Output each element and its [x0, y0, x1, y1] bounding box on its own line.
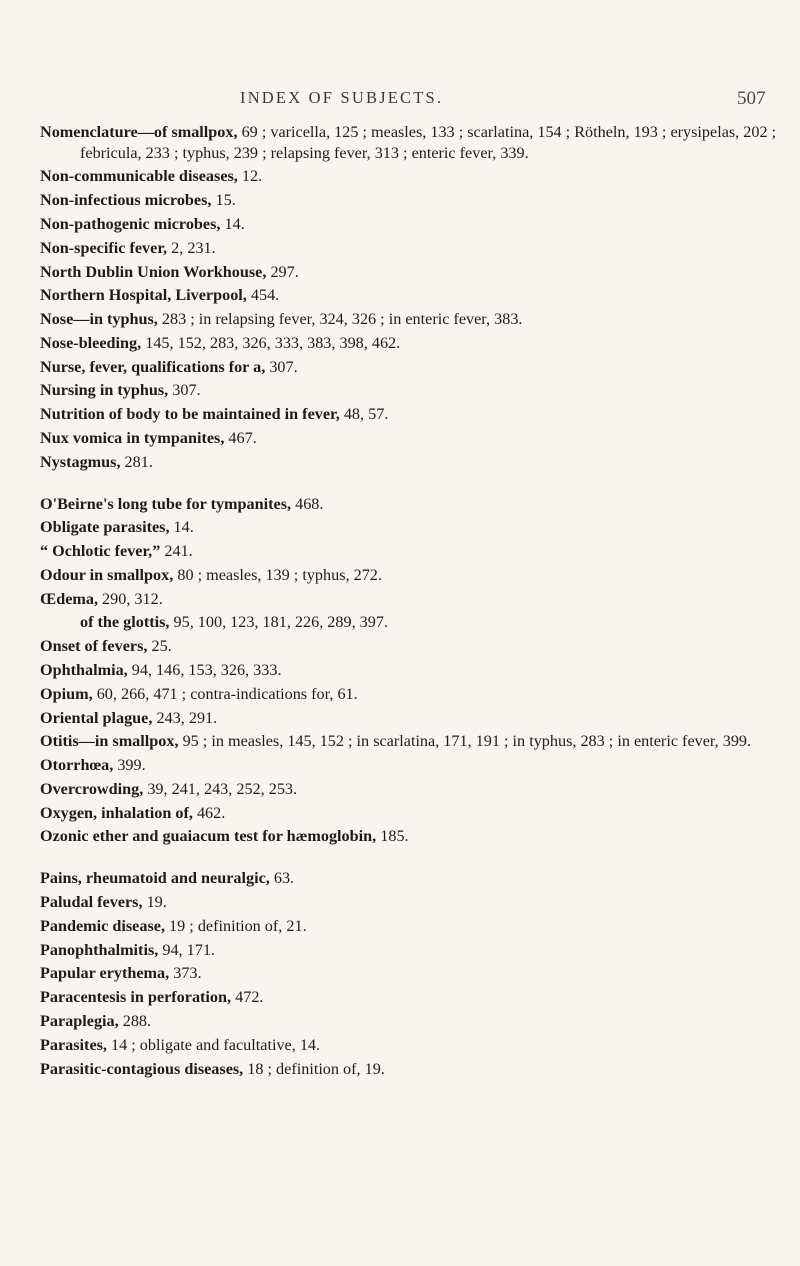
entry-references: 468.: [291, 494, 324, 513]
index-entry: [40, 708, 790, 729]
entry-references: 19.: [142, 893, 167, 912]
index-entry: [40, 380, 790, 401]
section-gap: [40, 476, 790, 494]
page-number: 507: [737, 88, 766, 109]
entry-heading: North Dublin Union Workhouse,: [40, 262, 267, 281]
entry-references: 462.: [192, 803, 226, 822]
entry-heading: Nurse, fever, qualifications for a,: [40, 357, 266, 376]
entry-heading: Nose-bleeding,: [40, 333, 142, 352]
index-entry: [40, 779, 790, 800]
running-title: INDEX OF SUBJECTS.: [240, 88, 444, 107]
index-entry: [40, 309, 790, 330]
entry-references: 241.: [160, 542, 193, 561]
entry-references: 399.: [113, 756, 146, 775]
section-gap: [40, 850, 790, 868]
entry-references: 39, 241, 243, 252, 253.: [143, 779, 298, 798]
entry-heading: Nystagmus,: [40, 452, 121, 471]
entry-heading: Onset of fevers,: [40, 637, 148, 656]
entry-references: 454.: [246, 286, 280, 305]
entry-references: 95 ; in measles, 145, 152 ; in scarlatina, 171, 191 ; in typhus, 283 ; in enteric fever, 399.: [178, 732, 752, 751]
entry-references: 95, 100, 123, 181, 226, 289, 397.: [169, 613, 388, 632]
index-entry: [40, 541, 790, 562]
entry-heading: Papular erythema,: [40, 964, 170, 983]
entry-references: 63.: [269, 869, 295, 888]
index-entry: [40, 987, 790, 1008]
index-entry: [40, 636, 790, 657]
index-entry: [40, 428, 790, 449]
running-head: [0, 88, 800, 112]
entry-references: 307.: [265, 357, 298, 376]
index-entry: [40, 285, 790, 306]
index-entry: [40, 214, 790, 235]
entry-references: 145, 152, 283, 326, 333, 383, 398, 462.: [141, 333, 401, 352]
entry-heading: Otitis—in smallpox,: [40, 732, 179, 751]
entry-references: 80 ; measles, 139 ; typhus, 272.: [173, 565, 382, 584]
entry-heading: Non-infectious microbes,: [40, 191, 212, 210]
index-entry: [40, 589, 790, 610]
entry-heading: Parasitic-contagious diseases,: [40, 1059, 244, 1078]
index-entry: [40, 684, 790, 705]
index-entry: [40, 452, 790, 473]
index-entry: [40, 262, 790, 283]
entry-references: 297.: [266, 262, 299, 281]
entry-heading: Panophthalmitis,: [40, 940, 159, 959]
index-entry: [40, 1059, 790, 1080]
entry-references: 283 ; in relapsing fever, 324, 326 ; in enteric fever, 383.: [157, 310, 523, 329]
index-entry: [40, 660, 790, 681]
index-entry: [40, 166, 790, 187]
index-entry: [40, 565, 790, 586]
entry-references: 94, 171.: [158, 940, 215, 959]
entry-heading: Odour in smallpox,: [40, 565, 174, 584]
entry-heading: Pains, rheumatoid and neuralgic,: [40, 869, 270, 888]
entry-heading: Opium,: [40, 684, 93, 703]
entry-heading: Nomenclature—of smallpox,: [40, 123, 238, 141]
entry-heading: Pandemic disease,: [40, 916, 165, 935]
entry-heading: Obligate parasites,: [40, 518, 170, 537]
entry-references: 185.: [376, 827, 409, 846]
entry-heading: “ Ochlotic fever,”: [40, 542, 161, 561]
index-entry: [40, 122, 790, 163]
entry-heading: Overcrowding,: [40, 779, 144, 798]
entry-references: 69 ; varicella, 125 ; measles, 133 ; scarlatina, 154 ; Rötheln, 193 ; erysipelas, 202 ; febricula, 233 ; typhus, 239 ; relapsing fever, 313 ; enteric fever, 339.: [80, 123, 777, 162]
entry-heading: Ophthalmia,: [40, 661, 128, 679]
entry-heading: O'Beirne's long tube for tympanites,: [40, 494, 292, 513]
entry-heading: Nursing in typhus,: [40, 381, 169, 400]
index-entry: [40, 868, 790, 889]
entry-heading: Oriental plague,: [40, 708, 153, 727]
entry-references: 60, 266, 471 ; contra-indications for, 61.: [92, 684, 358, 703]
index-entry: [40, 404, 790, 425]
index-entry: [40, 1011, 790, 1032]
index-entry: [40, 1035, 790, 1056]
index-entry: [40, 190, 790, 211]
index-entry: [40, 755, 790, 776]
entry-heading: Paracentesis in perforation,: [40, 988, 232, 1007]
entry-heading: Non-specific fever,: [40, 238, 168, 257]
entry-references: 25.: [147, 637, 172, 656]
index-entry: [40, 940, 790, 961]
entry-heading: Northern Hospital, Liverpool,: [40, 286, 247, 305]
entry-references: 15.: [211, 191, 236, 210]
entry-references: 467.: [224, 428, 257, 447]
entry-heading: Ozonic ether and guaiacum test for hæmoglobin,: [40, 827, 377, 846]
entry-references: 307.: [168, 381, 201, 400]
index-entry: [40, 803, 790, 824]
entry-references: 48, 57.: [339, 405, 389, 424]
index-entry: [40, 517, 790, 538]
entry-heading: Otorrhœa,: [40, 756, 114, 775]
index-entries: [40, 122, 790, 1082]
index-entry: [40, 357, 790, 378]
entry-heading: Paraplegia,: [40, 1011, 119, 1030]
entry-references: 14 ; obligate and facultative, 14.: [106, 1035, 321, 1054]
index-entry: [40, 826, 790, 847]
entry-references: 2, 231.: [167, 238, 216, 257]
entry-references: 472.: [231, 988, 264, 1007]
index-entry: [40, 238, 790, 259]
entry-references: 18 ; definition of, 19.: [243, 1059, 385, 1078]
entry-heading: Nux vomica in tympanites,: [40, 428, 225, 447]
entry-heading: Paludal fevers,: [40, 893, 143, 912]
entry-references: 281.: [120, 452, 153, 471]
entry-references: 94, 146, 153, 326, 333.: [127, 661, 282, 679]
index-entry: [40, 916, 790, 937]
entry-references: 14.: [169, 518, 194, 537]
entry-references: 288.: [118, 1011, 152, 1030]
index-entry: [40, 333, 790, 354]
index-entry: [40, 494, 790, 515]
entry-heading: Parasites,: [40, 1035, 107, 1054]
entry-heading: Oxygen, inhalation of,: [40, 803, 193, 822]
entry-references: 243, 291.: [152, 708, 218, 727]
entry-heading: Œdema,: [40, 589, 98, 608]
entry-references: 373.: [169, 964, 202, 983]
entry-references: 14.: [220, 214, 245, 233]
index-entry: [40, 731, 790, 752]
index-entry: [40, 612, 790, 633]
entry-heading: Non-communicable diseases,: [40, 167, 238, 186]
entry-heading: of the glottis,: [80, 613, 170, 632]
entry-references: 19 ; definition of, 21.: [165, 916, 307, 935]
entry-references: 12.: [237, 167, 263, 186]
entry-references: 290, 312.: [98, 589, 163, 608]
entry-heading: Non-pathogenic microbes,: [40, 214, 221, 233]
index-entry: [40, 892, 790, 913]
index-entry: [40, 963, 790, 984]
entry-heading: Nutrition of body to be maintained in fever,: [40, 405, 340, 424]
entry-heading: Nose—in typhus,: [40, 310, 158, 329]
